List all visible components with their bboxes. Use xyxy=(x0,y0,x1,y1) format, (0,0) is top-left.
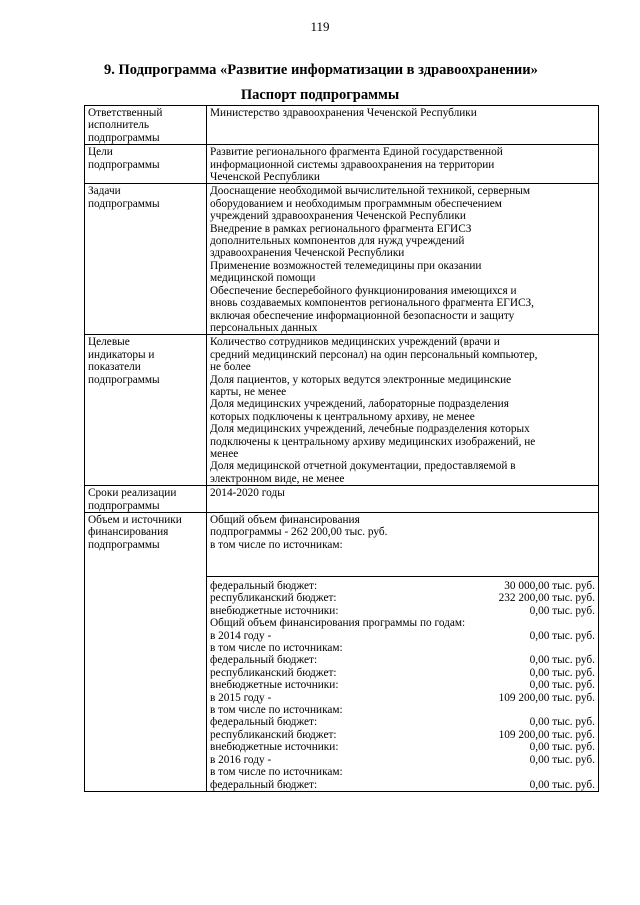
financing-line-text: внебюджетные источники: xyxy=(210,679,339,692)
financing-line xyxy=(210,741,595,753)
financing-line-amount: 0,00 тыс. руб. xyxy=(529,666,595,679)
row-label-line: показатели xyxy=(88,361,141,374)
financing-label-line: финансирования xyxy=(88,526,169,539)
row-content-line: учреждений здравоохранения Чеченской Республики xyxy=(210,210,466,223)
financing-line-amount xyxy=(489,617,595,629)
row-label-line: подпрограммы xyxy=(88,131,160,144)
page-number: 119 xyxy=(310,19,330,34)
row-content-line: Доля пациентов, у которых ведутся электронные медицинские xyxy=(210,373,512,386)
financing-line-amount: 0,00 тыс. руб. xyxy=(529,654,595,667)
financing-line-amount: 0,00 тыс. руб. xyxy=(529,716,595,729)
passport-row xyxy=(85,335,599,486)
row-content xyxy=(207,486,599,513)
financing-line xyxy=(210,729,595,741)
financing-line xyxy=(210,592,595,604)
financing-line-amount: 109 200,00 тыс. руб. xyxy=(498,691,595,704)
financing-line-amount xyxy=(489,704,595,716)
financing-line-text: республиканский бюджет: xyxy=(210,728,337,741)
financing-line xyxy=(210,692,595,704)
row-content-line: которых подключены к центральному архиву, не менее xyxy=(210,410,475,423)
row-label-line: Задачи xyxy=(88,185,121,198)
financing-line-text: федеральный бюджет: xyxy=(210,580,318,592)
financing-line-text: внебюджетные источники: xyxy=(210,741,339,754)
financing-label-line: подпрограммы xyxy=(88,538,160,551)
financing-line xyxy=(210,716,595,728)
row-content-line: Внедрение в рамках регионального фрагмента ЕГИСЗ xyxy=(210,222,472,235)
row-content-line: Количество сотрудников медицинских учреждений (врачи и xyxy=(210,336,500,349)
row-content-line: здравоохранения Чеченской Республики xyxy=(210,247,405,260)
financing-line xyxy=(210,779,595,791)
row-content-line: дополнительных компонентов для нужд учреждений xyxy=(210,235,465,248)
financing-intro xyxy=(207,513,599,577)
financing-line-text: в 2014 году - xyxy=(210,629,272,642)
financing-line-amount: 0,00 тыс. руб. xyxy=(529,629,595,642)
financing-row xyxy=(85,513,599,577)
row-label-line: Ответственный xyxy=(88,107,163,119)
row-content-line: Развитие регионального фрагмента Единой государственной xyxy=(210,146,503,159)
financing-line xyxy=(210,704,595,716)
row-content xyxy=(207,145,599,184)
financing-line-text: республиканский бюджет: xyxy=(210,666,337,679)
financing-line-amount: 30 000,00 тыс. руб. xyxy=(504,580,595,592)
row-label-line: индикаторы и xyxy=(88,348,155,361)
financing-line-amount: 0,00 тыс. руб. xyxy=(529,753,595,766)
row-content xyxy=(207,106,599,145)
row-label-line: подпрограммы xyxy=(88,158,160,171)
row-content-line: Доля медицинской отчетной документации, предоставляемой в xyxy=(210,460,516,473)
financing-line xyxy=(210,617,595,629)
row-label-line: исполнитель xyxy=(88,119,150,132)
financing-line-text: республиканский бюджет: xyxy=(210,592,337,605)
financing-line xyxy=(210,754,595,766)
financing-line-amount: 0,00 тыс. руб. xyxy=(529,679,595,692)
row-label-line: подпрограммы xyxy=(88,373,160,386)
row-content-line: Доля медицинских учреждений, лабораторные подразделения xyxy=(210,398,509,411)
financing-line xyxy=(210,630,595,642)
row-label xyxy=(85,184,207,335)
row-content-line: электронном виде, не менее xyxy=(210,472,345,485)
row-content-line: менее xyxy=(210,447,239,460)
financing-line-text: в том числе по источникам: xyxy=(210,704,343,717)
row-label xyxy=(85,145,207,184)
financing-line-amount xyxy=(489,642,595,654)
financing-line xyxy=(210,766,595,778)
financing-label xyxy=(85,513,207,792)
financing-intro-line: в том числе по источникам: xyxy=(210,538,343,551)
financing-line xyxy=(210,679,595,691)
row-content-line: не более xyxy=(210,361,251,374)
row-content-line: информационной системы здравоохранения на территории xyxy=(210,158,495,171)
passport-row xyxy=(85,184,599,335)
passport-row xyxy=(85,106,599,145)
row-label xyxy=(85,335,207,486)
financing-line-text: в 2016 году - xyxy=(210,753,272,766)
financing-line-amount: 0,00 тыс. руб. xyxy=(529,741,595,754)
financing-line-text: федеральный бюджет: xyxy=(210,716,318,729)
financing-line-text: федеральный бюджет: xyxy=(210,654,318,667)
financing-intro-line: Общий объем финансирования xyxy=(210,514,360,526)
financing-line-amount: 0,00 тыс. руб. xyxy=(529,604,595,617)
row-content-line: Чеченской Республики xyxy=(210,171,320,184)
row-label-line: Цели xyxy=(88,146,113,159)
financing-line-amount: 232 200,00 тыс. руб. xyxy=(498,592,595,605)
passport-table xyxy=(84,105,599,792)
row-content-line: 2014-2020 годы xyxy=(210,487,285,500)
financing-intro-line: подпрограммы - 262 200,00 тыс. руб. xyxy=(210,526,388,539)
row-content xyxy=(207,184,599,335)
row-content-line: вновь создаваемых компонентов регионального фрагмента ЕГИСЗ, xyxy=(210,297,534,310)
row-label-line: подпрограммы xyxy=(88,197,160,210)
row-content-line: Применение возможностей телемедицины при оказании xyxy=(210,259,482,272)
row-content-line: Доля медицинских учреждений, лечебные подразделения которых xyxy=(210,423,530,436)
financing-label-line: Объем и источники xyxy=(88,514,182,526)
row-label xyxy=(85,486,207,513)
financing-line-text: внебюджетные источники: xyxy=(210,604,339,617)
row-content xyxy=(207,335,599,486)
row-content-line: карты, не менее xyxy=(210,385,287,398)
row-label xyxy=(85,106,207,145)
section-title: 9. Подпрограмма «Развитие информатизации в здравоохранении» xyxy=(104,62,538,78)
row-content-line: включая обеспечение информационной безопасности и защиту xyxy=(210,309,515,322)
row-content-line: оборудованием и необходимым программным обеспечением xyxy=(210,197,502,210)
passport-title: Паспорт подпрограммы xyxy=(240,87,400,103)
row-content-line: Министерство здравоохранения Чеченской Республики xyxy=(210,107,477,119)
financing-line-text: в 2015 году - xyxy=(210,691,272,704)
row-content-line: медицинской помощи xyxy=(210,272,316,285)
financing-amounts xyxy=(207,577,599,792)
row-content-line: Дооснащение необходимой вычислительной техникой, серверным xyxy=(210,185,531,198)
financing-line-text: в том числе по источникам: xyxy=(210,766,343,779)
row-label-line: подпрограммы xyxy=(88,499,160,512)
row-label-line: Целевые xyxy=(88,336,130,349)
row-content-line: персональных данных xyxy=(210,321,318,334)
financing-line-amount xyxy=(489,766,595,778)
financing-line-amount: 0,00 тыс. руб. xyxy=(529,778,595,791)
row-content-line: средний медицинский персонал) на один персональный компьютер, xyxy=(210,348,538,361)
passport-row xyxy=(85,486,599,513)
financing-line-text: федеральный бюджет: xyxy=(210,778,318,791)
financing-line-amount: 109 200,00 тыс. руб. xyxy=(498,728,595,741)
row-content-line: Обеспечение бесперебойного функционирования имеющихся и xyxy=(210,284,517,297)
financing-line-text: Общий объем финансирования программы по годам: xyxy=(210,617,466,630)
passport-row xyxy=(85,145,599,184)
financing-line xyxy=(210,642,595,654)
financing-line xyxy=(210,580,595,592)
row-content-line: подключены к центральному архиву медицинских изображений, не xyxy=(210,435,536,448)
financing-line xyxy=(210,667,595,679)
financing-line xyxy=(210,605,595,617)
row-label-line: Сроки реализации xyxy=(88,487,177,500)
financing-line xyxy=(210,654,595,666)
financing-line-text: в том числе по источникам: xyxy=(210,642,343,655)
